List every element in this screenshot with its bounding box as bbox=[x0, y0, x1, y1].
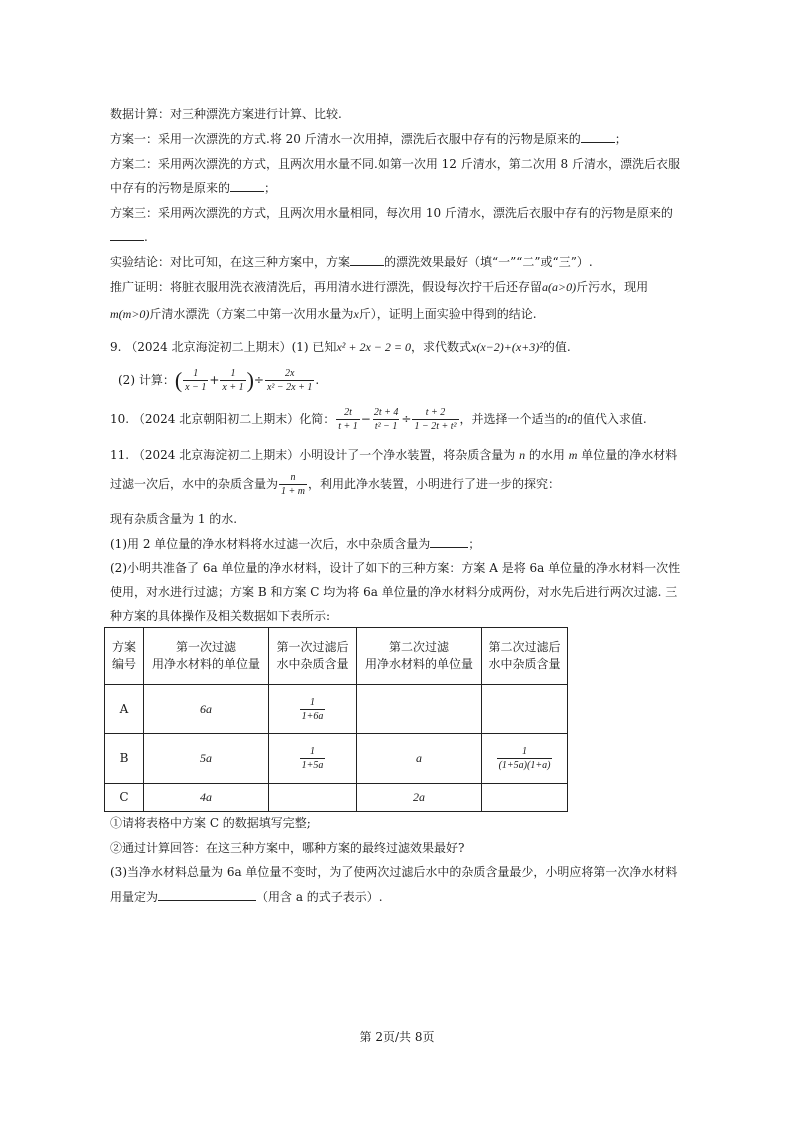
fraction: $\frac{n}{1 + m}$ bbox=[281, 472, 305, 497]
table-row bbox=[105, 685, 568, 734]
text-line: 方案一：采用一次漂洗的方式.将 20 斤清水一次用掉，漂洗后衣服中存有的污物是原来的 ； bbox=[110, 132, 627, 146]
table-cell[interactable] bbox=[482, 784, 568, 812]
question-10: 10. （2024 北京朝阳初二上期末）化简： $\frac{2t}{t + 1}$ − $\frac{2t + 4}{\text{t² − 1}}$ ÷ $\frac{t + 2}{\text{1 − 2t + t²}}$ ，并选择一个适当的t的值代入求值. bbox=[110, 407, 647, 432]
table-cell: a bbox=[357, 734, 482, 784]
table-row bbox=[105, 784, 568, 812]
text-line: ②通过计算回答：在这三种方案中，哪种方案的最终过滤效果最好? bbox=[110, 841, 465, 855]
table-cell: 2a bbox=[357, 784, 482, 812]
text-line: 过滤一次后，水中的杂质含量为 $\frac{n}{1 + m}$ ，利用此净水装置，小明进行了进一步的探究： bbox=[110, 472, 561, 497]
text-line: (2)小明共准备了 6a 单位量的净水材料，设计了如下的三种方案：方案 A 是将 6a 单位量的净水材料一次性 bbox=[110, 561, 681, 575]
text-line: (3)当净水材料总量为 6a 单位量不变时，为了使两次过滤后水中的杂质含量最少，小明应将第一次净水材料 bbox=[110, 865, 678, 879]
answer-blank[interactable] bbox=[350, 254, 384, 266]
answer-blank[interactable] bbox=[230, 180, 264, 192]
table-cell[interactable] bbox=[482, 685, 568, 734]
table-cell: $\frac{1}{(1+5a)(1+a)}$ bbox=[482, 734, 568, 784]
question-9-part-2: (2) 计算：( $\frac{1}{x - 1}$ + $\frac{1}{x + 1}$ )÷ $\frac{2x}{\text{x² − 2x + 1}}$ . bbox=[118, 367, 320, 393]
text-line: m(m>0)斤清水漂洗（方案二中第一次用水量为x斤），证明上面实验中得到的结论. bbox=[110, 307, 537, 321]
text-line: 现有杂质含量为 1 的水. bbox=[110, 512, 238, 526]
text-line: ①请将表格中方案 C 的数据填写完整; bbox=[110, 816, 311, 830]
text-line: 用量定为 （用含 a 的式子表示）. bbox=[110, 890, 383, 904]
fraction: $\frac{2t}{t + 1}$ bbox=[338, 407, 358, 432]
table-cell: C bbox=[105, 784, 144, 812]
table-cell: 5a bbox=[144, 734, 269, 784]
text-line: 中存有的污物是原来的 ； bbox=[110, 181, 277, 195]
text-line: 数据计算：对三种漂洗方案进行计算、比较. bbox=[110, 107, 342, 121]
answer-blank[interactable] bbox=[110, 229, 144, 241]
text-line: 推广证明：将脏衣服用洗衣液清洗后，再用清水进行漂洗，假设每次拧干后还存留a(a>0)斤污水，现用 bbox=[110, 280, 649, 294]
table-cell: 4a bbox=[144, 784, 269, 812]
table-cell: B bbox=[105, 734, 144, 784]
text-line: 实验结论：对比可知，在这三种方案中，方案 的漂洗效果最好（填“一”“二”或“三”）. bbox=[110, 255, 593, 269]
question-11: 11. （2024 北京海淀初二上期末）小明设计了一个净水装置，将杂质含量为 n 的水用 m 单位量的净水材料 bbox=[110, 448, 678, 462]
text-line: 使用，对水进行过滤；方案 B 和方案 C 均为将 6a 单位量的净水材料分成两份，对水先后进行两次过滤. 三 bbox=[110, 585, 678, 599]
fraction: $\frac{2x}{\text{x² − 2x + 1}}$ bbox=[266, 368, 313, 393]
table-cell: $\frac{1}{1+5a}$ bbox=[269, 734, 357, 784]
answer-blank[interactable] bbox=[581, 131, 615, 143]
table-header-row bbox=[105, 628, 568, 685]
text-line: 方案二：采用两次漂洗的方式，且两次用水量不同.如第一次用 12 斤清水，第二次用 8 斤清水，漂洗后衣服 bbox=[110, 157, 680, 171]
text-line: 种方案的具体操作及相关数据如下表所示: bbox=[110, 609, 331, 623]
table-cell: A bbox=[105, 685, 144, 734]
answer-blank[interactable] bbox=[158, 889, 256, 901]
fraction: $\frac{1}{x - 1}$ bbox=[185, 368, 207, 393]
question-9: 9. （2024 北京海淀初二上期末）(1) 已知x² + 2x − 2 = 0，求代数式x(x−2)+(x+3)²的值. bbox=[110, 340, 571, 354]
text-line: . bbox=[110, 229, 148, 245]
table-header-cell: 第二次过滤 用净水材料的单位量 bbox=[357, 628, 482, 685]
fraction: $\frac{1}{x + 1}$ bbox=[222, 368, 244, 393]
table-cell: $\frac{1}{1+6a}$ bbox=[269, 685, 357, 734]
text-line: (1)用 2 单位量的净水材料将水过滤一次后，水中杂质含量为 ； bbox=[110, 537, 481, 551]
table-header-cell: 第一次过滤 用净水材料的单位量 bbox=[144, 628, 269, 685]
table-cell[interactable] bbox=[357, 685, 482, 734]
text-line: 方案三：采用两次漂洗的方式，且两次用水量相同，每次用 10 斤清水，漂洗后衣服中存有的污物是原来的 bbox=[110, 206, 673, 220]
table-header-cell: 第一次过滤后 水中杂质含量 bbox=[269, 628, 357, 685]
answer-blank[interactable] bbox=[430, 536, 468, 548]
table-cell[interactable] bbox=[269, 784, 357, 812]
table-header-cell: 第二次过滤后 水中杂质含量 bbox=[482, 628, 568, 685]
fraction: $\frac{2t + 4}{\text{t² − 1}}$ bbox=[373, 407, 399, 432]
table-row bbox=[105, 734, 568, 784]
fraction: $\frac{t + 2}{\text{1 − 2t + t²}}$ bbox=[414, 407, 457, 432]
data-table bbox=[104, 627, 568, 812]
table-cell: 6a bbox=[144, 685, 269, 734]
page-footer: 第 2页/共 8页 bbox=[359, 1030, 435, 1044]
table-header-cell: 方案 编号 bbox=[105, 628, 144, 685]
